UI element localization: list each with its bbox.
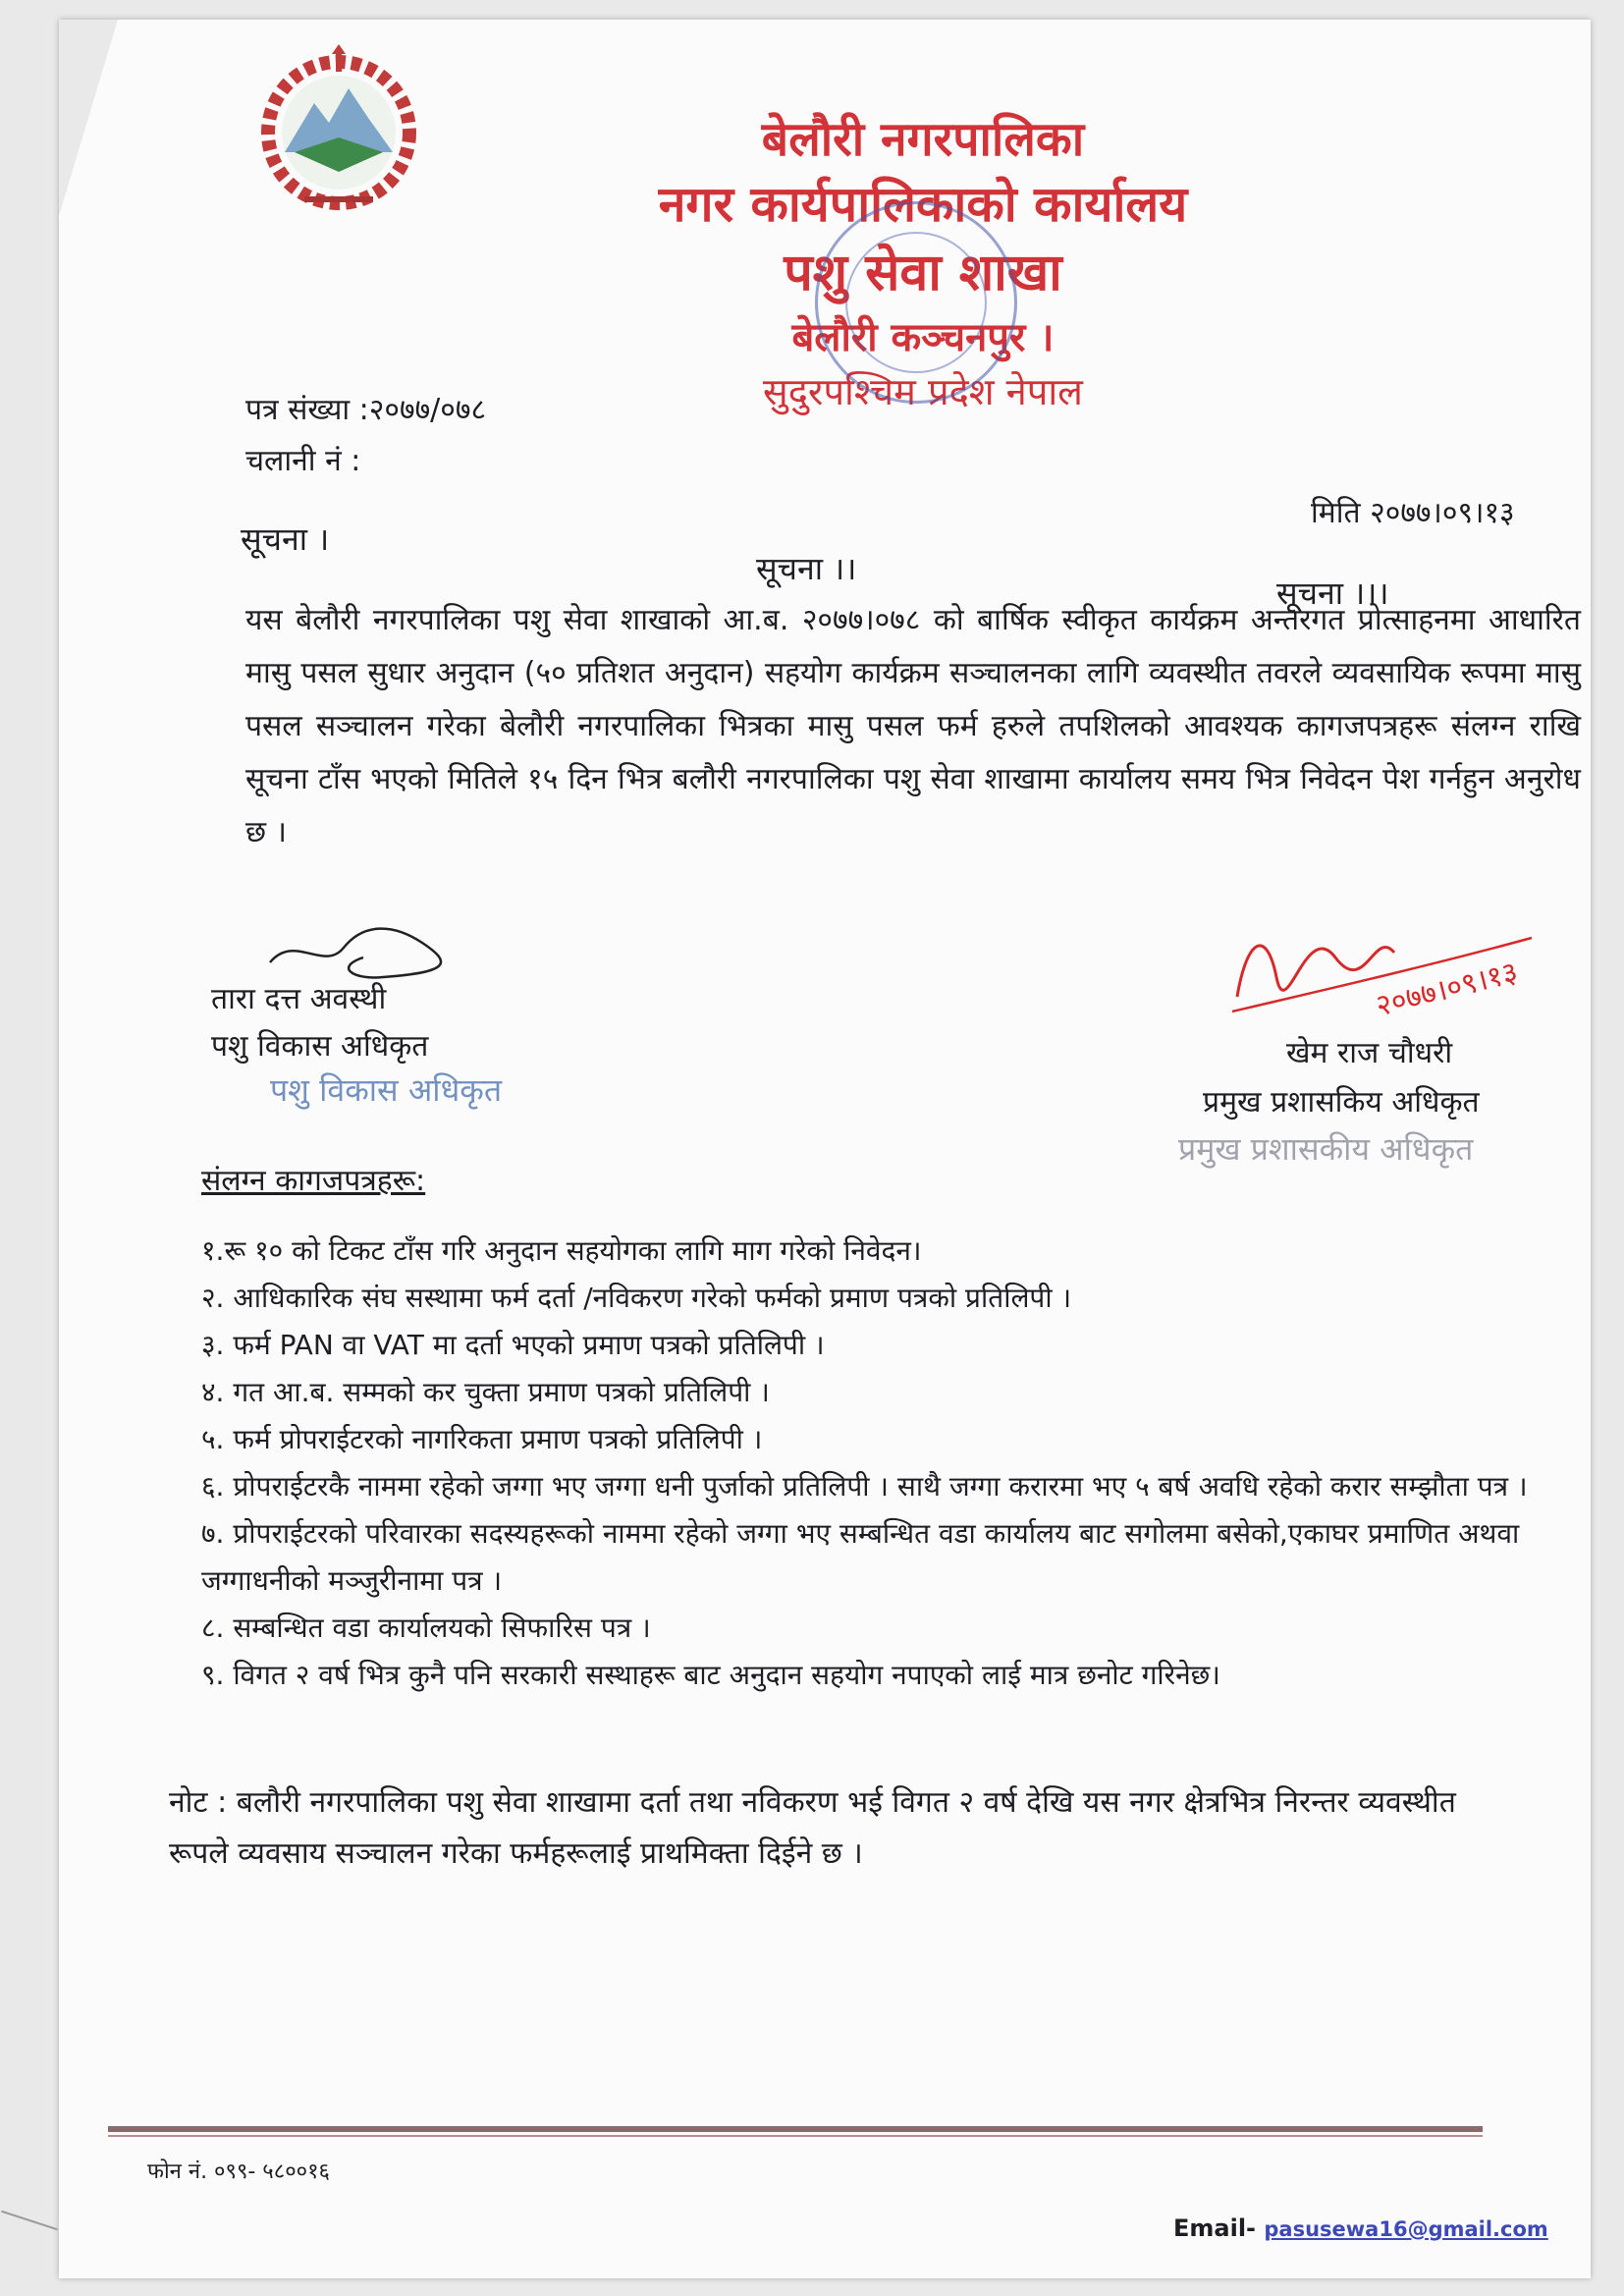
heading-suchana-1: सूचना । <box>241 520 330 558</box>
footer-divider <box>108 2126 1483 2132</box>
heading-suchana-3: सूचना ।।। <box>1276 574 1389 612</box>
list-item: ४. गत आ.ब. सम्मको कर चुक्ता प्रमाण पत्रको प्रतिलिपी । <box>201 1376 770 1408</box>
right-signature-date: २०७७।०९।१३ <box>1372 955 1522 1024</box>
header-branch: पशु सेवा शाखा <box>784 244 1062 302</box>
left-signatory-name: तारा दत्त अवस्थी <box>211 982 387 1016</box>
attachments-list <box>201 1228 1576 1699</box>
left-title-stamp: पशु विकास अधिकृत <box>270 1071 503 1109</box>
footer-email-label: Email- <box>1173 2214 1257 2242</box>
right-signatory-name: खेम राज चौधरी <box>1286 1036 1453 1070</box>
dispatch-number: चलानी नं : <box>245 444 361 478</box>
right-signatory-title: प्रमुख प्रशासकिय अधिकृत <box>1203 1085 1480 1120</box>
footer-email-link[interactable]: pasusewa16@gmail.com <box>1264 2217 1548 2241</box>
scan-mark <box>1 2211 58 2230</box>
footer-email-row <box>1173 2214 1548 2242</box>
note-paragraph: नोट : बलौरी नगरपालिका पशु सेवा शाखामा दर्ता तथा नविकरण भई विगत २ वर्ष देखि यस नगर क्षेत्रभित्र निरन्तर व्यवस्थीत रूपले व्यवसाय सञ्चालन गरेका फर्महरूलाई प्राथमिक्ता दिईने छ । <box>169 1785 1456 1871</box>
footer-phone: फोन नं. ०९९- ५८००१६ <box>147 2159 330 2184</box>
list-item: २. आधिकारिक संघ सस्थामा फर्म दर्ता /नविकरण गरेको फर्मको प्रमाण पत्रको प्रतिलिपी । <box>201 1282 1072 1314</box>
letter-date: मिति २०७७।०९।१३ <box>1311 496 1515 530</box>
header-office: नगर कार्यपालिकाको कार्यालय <box>658 176 1188 233</box>
footer-divider-thin <box>108 2135 1483 2137</box>
nepal-emblem-icon <box>245 44 432 211</box>
list-item: ५. फर्म प्रोपराईटरको नागरिकता प्रमाण पत्रको प्रतिलिपी । <box>201 1423 763 1455</box>
list-item: ९. विगत २ वर्ष भित्र कुनै पनि सरकारी सस्थाहरू बाट अनुदान सहयोग नपाएको लाई मात्र छनोट गरिनेछ। <box>201 1659 1220 1691</box>
header-province: सुदुरपश्चिम प्रदेश नेपाल <box>763 370 1083 413</box>
office-seal-stamp <box>815 201 1017 404</box>
right-title-stamp: प्रमुख प्रशासकीय अधिकृत <box>1178 1130 1474 1168</box>
header-municipality: बेलौरी नगरपालिका <box>761 112 1085 167</box>
list-item: १.रू १० को टिकट टाँस गरि अनुदान सहयोगका लागि माग गरेको निवेदन। <box>201 1234 922 1267</box>
left-signature-icon <box>265 913 461 992</box>
header-address: बेलौरी कञ्चनपुर । <box>791 315 1055 360</box>
attachments-heading: संलग्न कागजपत्रहरू: <box>201 1164 426 1198</box>
list-item: ६. प्रोपराईटरकै नाममा रहेको जग्गा भए जग्गा धनी पुर्जाको प्रतिलिपी । साथै जग्गा करारमा भए ५ बर्ष अवधि रहेको करार सम्झौता पत्र । <box>201 1470 1528 1503</box>
list-item: ३. फर्म PAN वा VAT मा दर्ता भएको प्रमाण पत्रको प्रतिलिपी । <box>201 1329 825 1361</box>
heading-suchana-2: सूचना ।। <box>756 550 857 587</box>
list-item: ८. सम्बन्धित वडा कार्यालयको सिफारिस पत्र । <box>201 1612 651 1644</box>
page-fold-corner <box>59 20 118 216</box>
list-item: ७. प्रोपराईटरको परिवारका सदस्यहरूको नाममा रहेको जग्गा भए सम्बन्धित वडा कार्यालय बाट सगोलमा बसेको,एकाघर प्रमाणित अथवा जग्गाधनीको मञ्जुरीनामा पत्र । <box>201 1517 1520 1597</box>
body-paragraph: यस बेलौरी नगरपालिका पशु सेवा शाखाको आ.ब. २०७७।०७८ को बार्षिक स्वीकृत कार्यक्रम अन्तरगत प्रोत्साहनमा आधारित मासु पसल सुधार अनुदान (५० प्रतिशत अनुदान) सहयोग कार्यक्रम सञ्चालनका लागि व्यवस्थीत तवरले व्यवसायिक रूपमा मासु पसल सञ्चालन गरेका बेलौरी नगरपालिका भित्रका मासु पसल फर्म हरुले तपशिलको आवश्यक कागजपत्रहरू संलग्न राखि सूचना टाँस भएको मितिले १५ दिन भित्र बलौरी नगरपालिका पशु सेवा शाखामा कार्यालय समय भित्र निवेदन पेश गर्नहुन अनुरोध छ । <box>245 603 1581 849</box>
letter-number: पत्र संख्या :२०७७/०७८ <box>245 393 487 427</box>
left-signatory-title: पशु विकास अधिकृत <box>211 1029 429 1064</box>
